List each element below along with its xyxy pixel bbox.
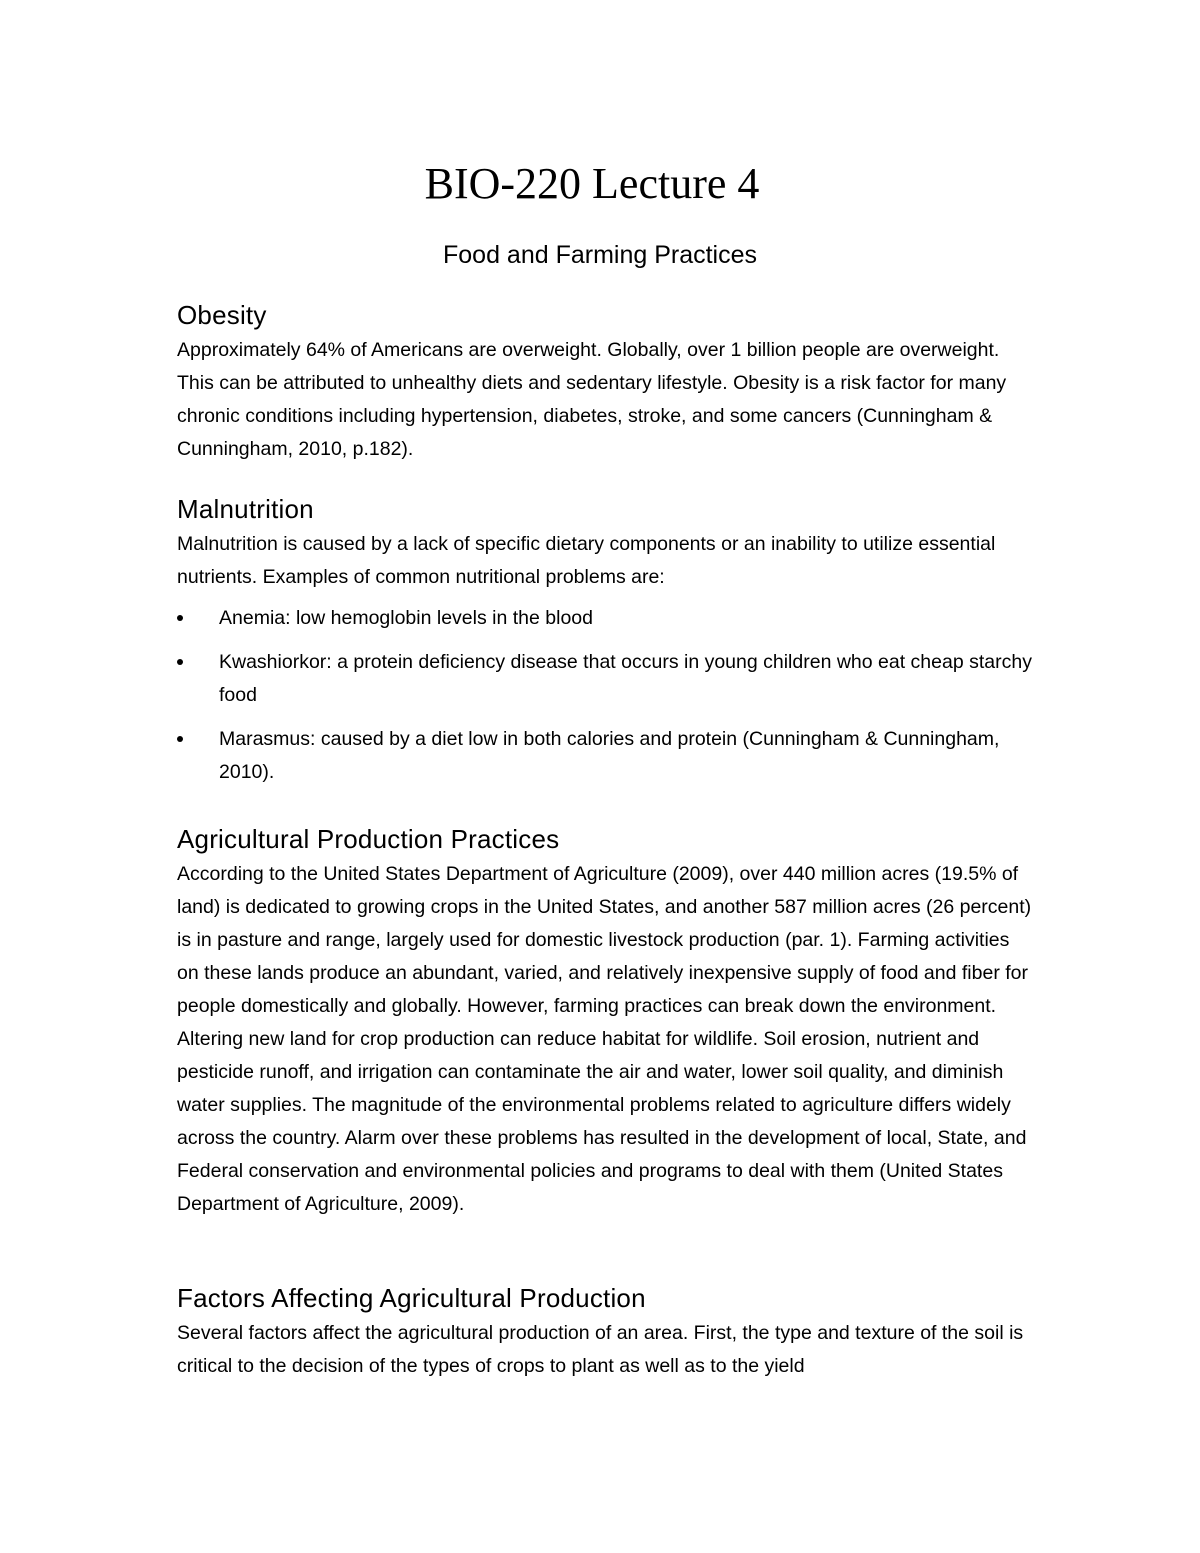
section-heading: Factors Affecting Agricultural Production (177, 1283, 646, 1313)
section-obesity (177, 298, 1032, 466)
list-item-text: Marasmus: caused by a diet low in both calories and protein (Cunningham & Cunningham, 2010). (219, 728, 1000, 783)
section-heading: Obesity (177, 300, 267, 330)
section-paragraph: Malnutrition is caused by a lack of specific dietary components or an inability to utilize essential nutrients. Examples of common nutritional problems are: (177, 533, 996, 588)
bullet-icon (177, 659, 183, 665)
list-item (177, 646, 1032, 712)
list-item (177, 602, 1032, 635)
section-paragraph: According to the United States Department of Agriculture (2009), over 440 million acres (19.5% of land) is dedicated to growing crops in the United States, and another 587 million acres (26 percent) is in pasture and range, largely used for domestic livestock production (par. 1). Farming activities on these lands produce an abundant, varied, and relatively inexpensive supply of food and fiber for people domestically and globally. However, farming practices can break down the environment. Altering new land for crop production can reduce habitat for wildlife. Soil erosion, nutrient and pesticide runoff, and irrigation can contaminate the air and water, lower soil quality, and diminish water supplies. The magnitude of the environmental problems related to agriculture differs widely across the country. Alarm over these problems has resulted in the development of local, State, and Federal conservation and environmental policies and programs to deal with them (United States Department of Agriculture, 2009). (177, 863, 1032, 1215)
document-title: BIO-220 Lecture 4 (424, 159, 760, 208)
section-heading: Agricultural Production Practices (177, 824, 560, 854)
section-paragraph: Several factors affect the agricultural production of an area. First, the type and texture of the soil is critical to the decision of the types of crops to plant as well as to the yield (177, 1322, 1024, 1377)
list-item (177, 723, 1032, 789)
section-factors-affecting-production (177, 1281, 1032, 1383)
bullet-icon (177, 736, 183, 742)
section-agricultural-production-practices (177, 822, 1032, 1221)
section-paragraph: Approximately 64% of Americans are overweight. Globally, over 1 billion people are overweight. This can be attributed to unhealthy diets and sedentary lifestyle. Obesity is a risk factor for many chronic conditions including hypertension, diabetes, stroke, and some cancers (Cunningham & Cunningham, 2010, p.182). (177, 339, 1007, 460)
document-subtitle: Food and Farming Practices (442, 241, 758, 269)
section-heading: Malnutrition (177, 494, 314, 524)
nutrition-problems-list (177, 602, 1032, 789)
list-item-text: Anemia: low hemoglobin levels in the blood (219, 607, 593, 629)
section-malnutrition (177, 492, 1032, 800)
list-item-text: Kwashiorkor: a protein deficiency disease that occurs in young children who eat cheap starchy food (219, 651, 1032, 706)
bullet-icon (177, 615, 183, 621)
